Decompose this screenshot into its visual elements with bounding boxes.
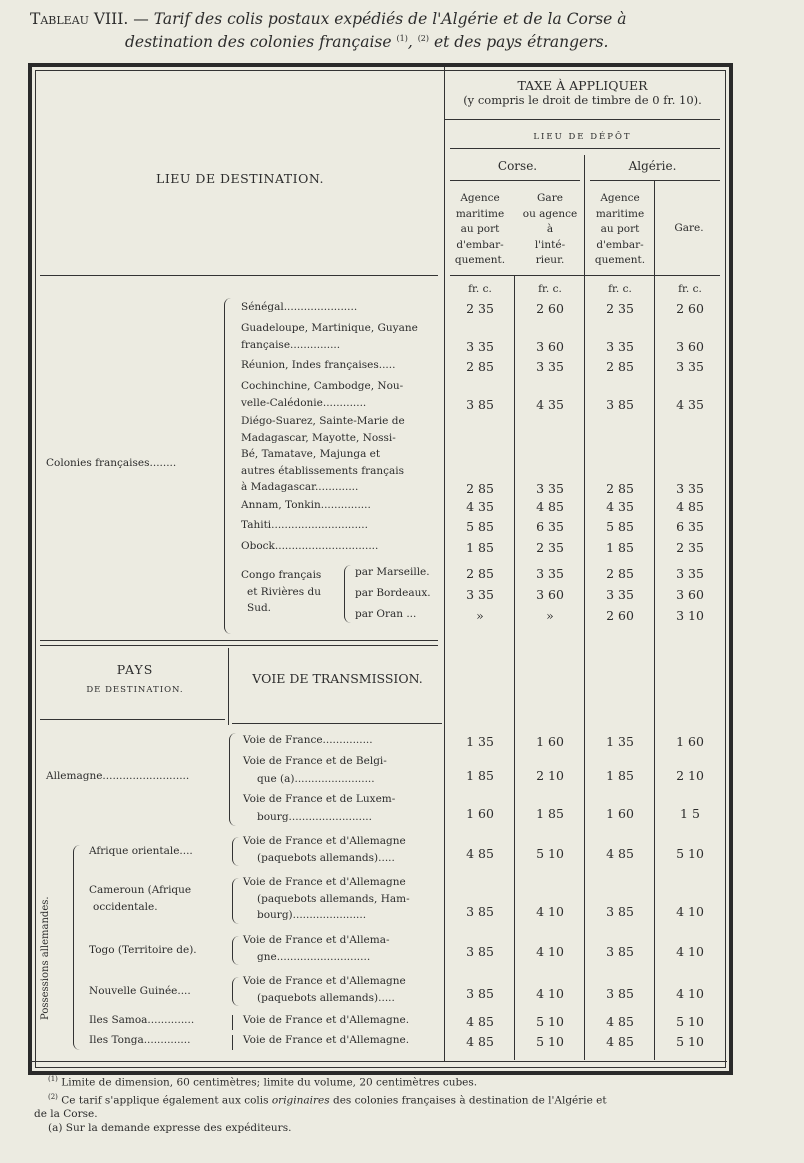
voie-line: (paquebots allemands)..... <box>257 851 395 864</box>
possession-destination: Afrique orientale.... <box>89 845 193 857</box>
colony-destination-line: française............... <box>241 338 341 351</box>
tariff-cell: 3 85 <box>606 944 634 959</box>
possessions-label: Possessions allemandes. <box>40 896 51 1020</box>
tariff-cell: 1 60 <box>466 806 494 821</box>
column-subheader-line: maritime <box>455 207 505 220</box>
tariff-cell: 5 10 <box>536 846 564 861</box>
voie-brace <box>232 878 239 924</box>
possession-destination: Cameroun (Afrique <box>89 884 192 896</box>
column-subheader-line: l'inté- <box>534 238 566 251</box>
unit-label: fr. c. <box>608 283 632 295</box>
tariff-cell: 2 10 <box>676 768 704 783</box>
tariff-cell: 1 85 <box>466 768 494 783</box>
column-subheader-line: quement. <box>454 254 506 266</box>
colony-destination-line: Cochinchine, Cambodge, Nou- <box>241 380 404 392</box>
colonies-group-label: Colonies françaises........ <box>46 457 177 469</box>
tariff-cell: 4 85 <box>466 1014 494 1029</box>
tariff-cell: 3 60 <box>676 339 704 354</box>
column-subheader-line: maritime <box>595 207 645 220</box>
colonies-brace <box>224 298 231 634</box>
tariff-cell: 2 35 <box>536 540 564 555</box>
colony-destination-line: Obock............................... <box>241 540 379 552</box>
column-subheader-line: Agence <box>460 192 500 204</box>
tariff-cell: 5 10 <box>676 1014 704 1029</box>
grid-hline <box>40 640 438 641</box>
grid-hline <box>450 275 720 276</box>
column-subheader-line: d'embar- <box>456 238 504 251</box>
tariff-cell: 2 60 <box>676 301 704 316</box>
tariff-cell: 4 10 <box>676 944 704 959</box>
colony-destination-line: autres établissements français <box>241 464 405 477</box>
tariff-cell: 2 35 <box>676 540 704 555</box>
colony-destination-line: Diégo-Suarez, Sainte-Marie de <box>241 415 405 427</box>
grid-hline <box>30 1061 727 1062</box>
allemagne-brace <box>229 733 236 826</box>
voie-brace <box>232 936 239 965</box>
colony-destination-line: velle-Calédonie............. <box>241 396 367 409</box>
grid-hline <box>450 180 580 181</box>
tariff-cell: 2 60 <box>536 301 564 316</box>
tariff-cell: 3 60 <box>536 587 564 602</box>
voie-line: Voie de France et d'Allemagne. <box>243 1014 410 1026</box>
grid-hline <box>40 719 225 720</box>
tariff-cell: 4 85 <box>606 1034 634 1049</box>
tariff-cell: 3 35 <box>536 481 564 496</box>
voie-line: (paquebots allemands, Ham- <box>257 892 410 905</box>
grid-hline <box>445 119 720 120</box>
voie-line: Voie de France et de Luxem- <box>243 793 396 805</box>
grid-vline <box>584 155 585 1060</box>
column-subheader <box>518 191 582 269</box>
voie-brace <box>232 837 239 866</box>
tariff-cell: 3 60 <box>536 339 564 354</box>
tariff-cell: 1 60 <box>536 734 564 749</box>
voie-line: Voie de France et d'Allemagne <box>243 876 406 888</box>
tariff-cell: 3 35 <box>606 339 634 354</box>
column-subheader-line: Gare <box>537 192 563 204</box>
tariff-cell: 1 85 <box>606 540 634 555</box>
tariff-cell: 2 60 <box>606 608 634 623</box>
unit-label: fr. c. <box>538 283 562 295</box>
voie-line: Voie de France et d'Allema- <box>243 934 390 946</box>
tariff-cell: 4 10 <box>536 944 564 959</box>
tariff-cell: 5 10 <box>676 1034 704 1049</box>
congo-destination-line: Sud. <box>247 602 272 615</box>
tariff-cell: 1 85 <box>606 768 634 783</box>
tariff-cell: 2 35 <box>466 301 494 316</box>
possessions-brace <box>73 845 80 1050</box>
colony-destination-line: Sénégal...................... <box>241 301 358 313</box>
tariff-cell: 1 85 <box>536 806 564 821</box>
tariff-cell: 3 35 <box>676 481 704 496</box>
unit-label: fr. c. <box>678 283 702 295</box>
tariff-cell: 2 85 <box>606 566 634 581</box>
tariff-cell: 3 85 <box>466 397 494 412</box>
column-subheader <box>448 191 512 269</box>
grid-hline <box>450 148 720 149</box>
tariff-cell: 4 35 <box>606 499 634 514</box>
tariff-cell: » <box>476 608 484 623</box>
tariff-cell: 2 85 <box>466 359 494 374</box>
tariff-cell: 2 85 <box>606 481 634 496</box>
voie-line: Voie de France et d'Allemagne. <box>243 1034 410 1046</box>
tariff-cell: 6 35 <box>536 519 564 534</box>
tariff-cell: 4 85 <box>676 499 704 514</box>
colony-destination-line: à Madagascar............. <box>241 481 359 494</box>
tariff-cell: 5 10 <box>536 1014 564 1029</box>
grid-vline <box>514 275 515 1060</box>
tariff-cell: 4 35 <box>466 499 494 514</box>
tariff-cell: 4 85 <box>466 846 494 861</box>
tariff-cell: 2 85 <box>466 481 494 496</box>
possession-destination: Nouvelle Guinée.... <box>89 985 191 997</box>
colony-destination-line: Réunion, Indes françaises..... <box>241 359 396 371</box>
corse-header: Corse. <box>497 159 538 173</box>
tariff-cell: 3 85 <box>466 944 494 959</box>
tariff-cell: 3 85 <box>466 904 494 919</box>
tariff-cell: 2 35 <box>606 301 634 316</box>
column-subheader-line: au port <box>600 223 640 235</box>
column-subheader-line: rieur. <box>535 254 565 266</box>
tariff-cell: 5 10 <box>536 1034 564 1049</box>
possession-destination: occidentale. <box>93 901 158 913</box>
tariff-cell: 4 10 <box>676 986 704 1001</box>
congo-route: par Bordeaux. <box>355 587 431 599</box>
tariff-cell: 4 85 <box>466 1034 494 1049</box>
tariff-cell: » <box>546 608 554 623</box>
voie-line: Voie de France et de Belgi- <box>243 755 387 767</box>
tariff-cell: 5 10 <box>676 846 704 861</box>
tariff-cell: 3 85 <box>606 397 634 412</box>
voie-line: Voie de France............... <box>243 734 373 746</box>
voie-line: Voie de France et d'Allemagne <box>243 835 406 847</box>
tariff-cell: 4 10 <box>676 904 704 919</box>
tariff-cell: 3 60 <box>676 587 704 602</box>
grid-vline <box>444 67 445 1062</box>
tariff-cell: 4 85 <box>536 499 564 514</box>
tariff-cell: 3 85 <box>606 986 634 1001</box>
tariff-cell: 3 35 <box>536 566 564 581</box>
column-subheader-line: quement. <box>594 254 646 266</box>
unit-label: fr. c. <box>468 283 492 295</box>
tariff-cell: 4 35 <box>676 397 704 412</box>
colony-destination-line: Annam, Tonkin............... <box>241 499 371 511</box>
colony-destination-line: Bé, Tamatave, Majunga et <box>241 448 381 461</box>
voie-line: que (a)........................ <box>257 772 375 785</box>
column-subheader-line: ou agence <box>522 207 578 220</box>
tariff-cell: 2 10 <box>536 768 564 783</box>
voie-line: bourg......................... <box>257 810 372 823</box>
tariff-cell: 5 85 <box>466 519 494 534</box>
tariff-cell: 3 35 <box>606 587 634 602</box>
voie-line: Voie de France et d'Allemagne <box>243 975 406 987</box>
congo-destination-line: et Rivières du <box>247 585 321 598</box>
voie-line: (paquebots allemands)..... <box>257 991 395 1004</box>
tableau-label: Tableau VIII. <box>30 10 129 28</box>
tariff-cell: 3 10 <box>676 608 704 623</box>
tariff-cell: 4 10 <box>536 904 564 919</box>
grid-hline <box>40 645 438 646</box>
column-subheader: Gare. <box>674 222 704 234</box>
tariff-cell: 4 10 <box>536 986 564 1001</box>
colony-destination-line: Guadeloupe, Martinique, Guyane <box>241 322 418 334</box>
congo-route: par Marseille. <box>355 566 430 578</box>
pays-header: PAYS DE DESTINATION. <box>86 662 184 695</box>
column-subheader-line: Agence <box>600 192 640 204</box>
table-title <box>30 10 770 52</box>
possession-destination: Iles Samoa.............. <box>89 1014 195 1026</box>
possession-destination: Iles Tonga.............. <box>89 1034 191 1046</box>
grid-hline <box>40 275 438 276</box>
grid-hline <box>590 180 720 181</box>
tariff-cell: 3 35 <box>466 587 494 602</box>
lieu-destination-header: LIEU DE DESTINATION. <box>156 171 324 186</box>
voie-line: gne............................ <box>257 950 371 963</box>
tariff-cell: 4 35 <box>536 397 564 412</box>
voie-brace <box>232 977 239 1006</box>
column-subheader <box>588 191 652 269</box>
lieu-depot-header: LIEU DE DÉPÔT <box>533 132 632 142</box>
possession-destination: Togo (Territoire de). <box>89 944 197 956</box>
tariff-cell: 2 85 <box>606 359 634 374</box>
tariff-cell: 1 5 <box>680 806 700 821</box>
voie-separator <box>232 1035 233 1050</box>
column-subheader-line: d'embar- <box>596 238 644 251</box>
tariff-cell: 3 85 <box>606 904 634 919</box>
congo-destination-line: Congo français <box>241 569 322 581</box>
tariff-cell: 3 35 <box>676 566 704 581</box>
congo-route: par Oran ... <box>355 608 417 620</box>
tariff-cell: 4 85 <box>606 1014 634 1029</box>
title-line-1: Tableau VIII. — Tarif des colis postaux expédiés de l'Algérie et de la Corse à <box>30 10 627 28</box>
tariff-cell: 1 35 <box>466 734 494 749</box>
tariff-cell: 4 85 <box>606 846 634 861</box>
voie-separator <box>232 1015 233 1030</box>
tariff-cell: 3 35 <box>676 359 704 374</box>
footnotes: $^{(1)}$ Limite de dimension, 60 centimètres; limite du volume, 20 centimètres cubes. $^{(2)}$ Ce tarif s'applique également aux colis originaires des colonies françaises à destination de l'Algérie et de la Corse. (a) Sur la demande expresse des expéditeurs. <box>34 1075 607 1134</box>
voie-header: VOIE DE TRANSMISSION. <box>252 671 423 686</box>
colony-destination-line: Tahiti............................. <box>241 519 368 531</box>
allemagne-label: Allemagne.......................... <box>46 770 190 782</box>
tariff-cell: 1 60 <box>606 806 634 821</box>
tariff-cell: 5 85 <box>606 519 634 534</box>
grid-hline <box>232 723 442 724</box>
tariff-cell: 1 85 <box>466 540 494 555</box>
column-subheader-line: au port <box>460 223 500 235</box>
tariff-cell: 1 60 <box>676 734 704 749</box>
tariff-cell: 2 85 <box>466 566 494 581</box>
title-line-2: destination des colonies française $^{(1)}$, $^{(2)}$ et des pays étrangers. <box>125 33 609 52</box>
tariff-cell: 6 35 <box>676 519 704 534</box>
tariff-cell: 1 35 <box>606 734 634 749</box>
taxe-header: TAXE À APPLIQUER (y compris le droit de timbre de 0 fr. 10). <box>463 78 702 107</box>
tariff-cell: 3 35 <box>536 359 564 374</box>
tariff-cell: 3 85 <box>466 986 494 1001</box>
colony-destination-line: Madagascar, Mayotte, Nossi- <box>241 431 396 444</box>
column-subheader-line: à <box>546 223 554 235</box>
tariff-cell: 3 35 <box>466 339 494 354</box>
algerie-header: Algérie. <box>628 159 677 173</box>
congo-brace <box>344 565 351 623</box>
voie-line: bourg)...................... <box>257 909 367 921</box>
grid-vline <box>654 180 655 1060</box>
